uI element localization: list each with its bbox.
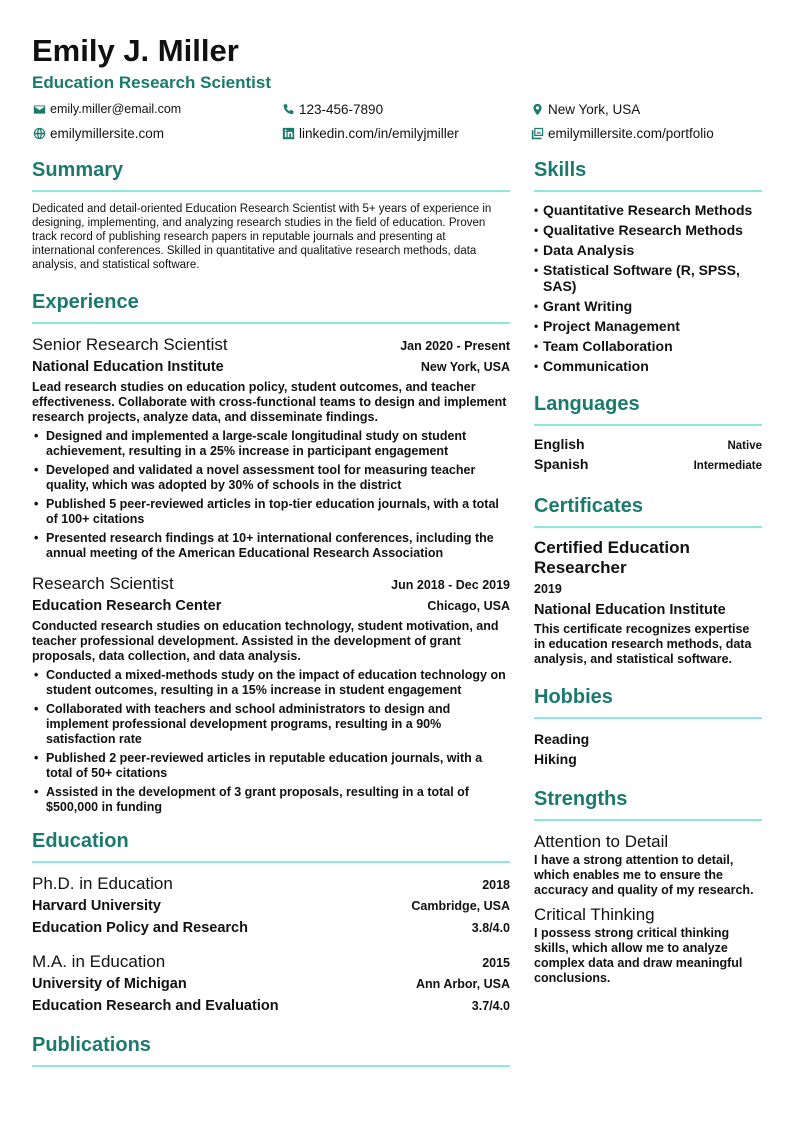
experience-section [32, 290, 510, 815]
language-level: Native [727, 440, 762, 452]
education-entry [32, 873, 510, 939]
strength-description: I have a strong attention to detail, which enables me to ensure the accuracy and quality of my research. [534, 853, 754, 897]
edu-field: Education Research and Evaluation [32, 998, 279, 1014]
phone-icon [281, 102, 295, 116]
contact-location-text: New York, USA [548, 101, 641, 117]
job-entry [32, 573, 510, 815]
achievement-item: • Published 2 peer-reviewed articles in reputable education journals, with a total of 50+ citations [32, 751, 510, 781]
job-entry [32, 334, 510, 561]
publications-heading: Publications [32, 1033, 510, 1067]
strength-title: Attention to Detail [534, 832, 669, 851]
job-organization: National Education Institute [32, 359, 224, 375]
certificate-organization: National Education Institute [534, 602, 726, 618]
edu-location: Ann Arbor, USA [416, 977, 510, 991]
skills-list [534, 202, 762, 374]
edu-location: Cambridge, USA [411, 899, 510, 913]
hobbies-heading: Hobbies [534, 685, 762, 719]
education-entry [32, 951, 510, 1017]
email-icon [32, 102, 46, 116]
job-description: Conducted research studies on education technology, student motivation, and teacher professional development. Assisted in the development of grant proposals, data collection, and data analysis. [32, 619, 499, 663]
skill-item: • Grant Writing [534, 298, 762, 314]
hobby-item: Reading [534, 731, 590, 747]
hobby-item: Hiking [534, 751, 577, 767]
location-pin-icon [530, 102, 544, 116]
education-section [32, 829, 510, 1017]
achievement-item: • Developed and validated a novel assessment tool for measuring teacher quality, which was adopted by 30% of schools in the district [32, 463, 510, 493]
left-column [32, 158, 510, 1077]
candidate-role: Education Research Scientist [32, 73, 272, 92]
contact-phone[interactable] [281, 100, 530, 118]
linkedin-icon [281, 126, 295, 140]
resume-header [32, 34, 762, 142]
skill-item: • Project Management [534, 318, 762, 334]
job-achievements [32, 668, 510, 815]
job-location: New York, USA [420, 360, 510, 374]
achievement-item: • Assisted in the development of 3 grant proposals, resulting in a total of $500,000 in funding [32, 785, 510, 815]
edu-gpa: 3.7/4.0 [471, 999, 510, 1013]
skill-item: • Communication [534, 358, 762, 374]
contact-portfolio-text: emilymillersite.com/portfolio [548, 125, 714, 141]
summary-heading: Summary [32, 158, 510, 192]
contact-email-text: emily.miller@email.com [50, 102, 182, 116]
contact-linkedin[interactable] [281, 124, 530, 142]
contact-portfolio[interactable] [530, 124, 762, 142]
education-heading: Education [32, 829, 510, 863]
certificate-name: Certified Education Researcher [534, 538, 690, 577]
job-date: Jun 2018 - Dec 2019 [391, 578, 510, 592]
hobbies-section [534, 685, 762, 769]
language-level: Intermediate [693, 460, 762, 472]
job-title: Research Scientist [32, 574, 174, 593]
achievement-item: • Published 5 peer-reviewed articles in top-tier education journals, with a total of 100+ citations [32, 497, 510, 527]
strengths-section [534, 787, 762, 986]
strengths-heading: Strengths [534, 787, 762, 821]
edu-year: 2015 [482, 956, 510, 970]
language-name: Spanish [534, 456, 589, 472]
skill-item: • Quantitative Research Methods [534, 202, 762, 218]
languages-section [534, 392, 762, 476]
achievement-item: • Designed and implemented a large-scale longitudinal study on student achievement, resulting in a 25% increase in participant engagement [32, 429, 510, 459]
contact-grid [32, 100, 762, 142]
portfolio-icon [530, 126, 544, 140]
edu-year: 2018 [482, 878, 510, 892]
contact-phone-text: 123-456-7890 [299, 101, 384, 117]
edu-school: University of Michigan [32, 976, 187, 992]
candidate-name: Emily J. Miller [32, 33, 239, 68]
skill-item: • Team Collaboration [534, 338, 762, 354]
skill-item: • Data Analysis [534, 242, 762, 258]
edu-degree: Ph.D. in Education [32, 874, 173, 893]
contact-email[interactable] [32, 100, 281, 118]
contact-location [530, 100, 762, 118]
certificate-description: This certificate recognizes expertise in education research methods, data analysis, and statistical software. [534, 622, 752, 666]
certificates-section [534, 494, 762, 667]
summary-text: Dedicated and detail-oriented Education Research Scientist with 5+ years of experience in designing, implementing, and analyzing research studies in the field of education. Proven track record of publishing research papers in reputable journals and presenting at international conferences. Skilled in quantitative and qualitative research methods, data analysis, and statistical software. [32, 203, 492, 271]
experience-heading: Experience [32, 290, 510, 324]
skill-item: • Qualitative Research Methods [534, 222, 762, 238]
summary-section [32, 158, 510, 272]
language-row [534, 456, 762, 476]
contact-website-text: emilymillersite.com [50, 125, 165, 141]
achievement-item: • Conducted a mixed-methods study on the impact of education technology on student outcomes, resulting in a 15% increase in student engagement [32, 668, 510, 698]
job-title: Senior Research Scientist [32, 335, 228, 354]
right-column [534, 158, 762, 992]
language-row [534, 436, 762, 456]
job-organization: Education Research Center [32, 598, 222, 614]
achievement-item: • Collaborated with teachers and school administrators to design and implement professional development programs, resulting in a 90% satisfaction rate [32, 702, 510, 747]
certificate-year: 2019 [534, 582, 562, 596]
edu-field: Education Policy and Research [32, 920, 248, 936]
job-date: Jan 2020 - Present [400, 339, 510, 353]
strength-description: I possess strong critical thinking skills, which allow me to analyze complex data and draw meaningful conclusions. [534, 926, 743, 985]
edu-school: Harvard University [32, 898, 161, 914]
edu-degree: M.A. in Education [32, 952, 166, 971]
job-location: Chicago, USA [427, 599, 510, 613]
languages-heading: Languages [534, 392, 762, 426]
edu-gpa: 3.8/4.0 [471, 921, 510, 935]
strength-title: Critical Thinking [534, 905, 655, 924]
skills-heading: Skills [534, 158, 762, 192]
contact-website[interactable] [32, 124, 281, 142]
skill-item: • Statistical Software (R, SPSS, SAS) [534, 262, 762, 294]
achievement-item: • Presented research findings at 10+ international conferences, including the annual meeting of the American Educational Research Association [32, 531, 510, 561]
contact-linkedin-text: linkedin.com/in/emilyjmiller [299, 125, 459, 141]
job-achievements [32, 429, 510, 561]
skills-section [534, 158, 762, 374]
job-description: Lead research studies on education policy, student outcomes, and teacher effectiveness. Collaborate with cross-functional teams to design and implement research projects, analyze data, and disseminate findings. [32, 380, 507, 424]
publications-section [32, 1033, 510, 1067]
certificates-heading: Certificates [534, 494, 762, 528]
language-name: English [534, 436, 585, 452]
globe-icon [32, 126, 46, 140]
